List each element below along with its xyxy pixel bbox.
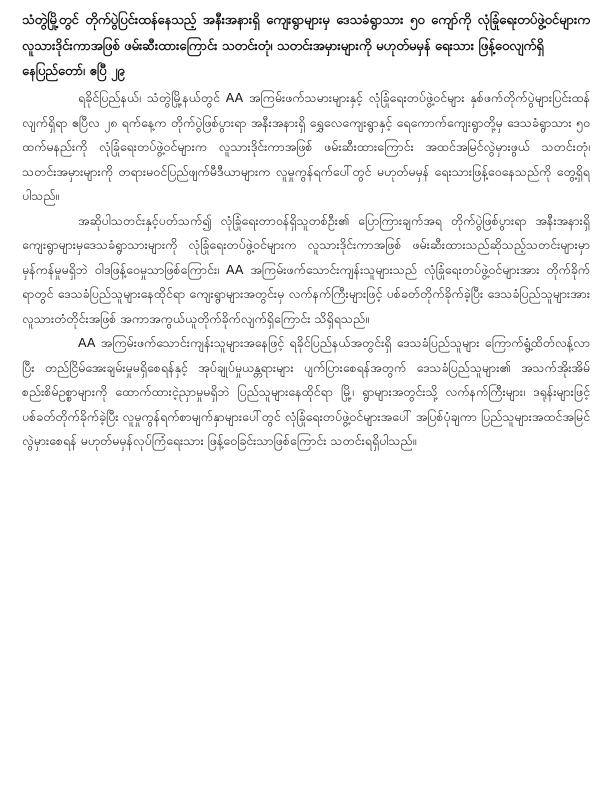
article-paragraph-3: AA အကြမ်းဖက်သောင်းကျန်းသူများအနေဖြင့် ရခိုင်ပြည်နယ်အတွင်းရှိ ဒေသခံပြည်သူများ ကြောက်ရွံ့ထိတ်လန့်လာပြီး တည်ငြိမ်အေးချမ်းမှုမရှိစေရန်နှင့် အုပ်ချုပ်မှုယန္တရားများ ပျက်ပြားစေရန်အတွက် ဒေသခံပြည်သူများ၏ အသက်အိုးအိမ်စည်းစိမ်ဥစ္စာများကို ထောက်ထားငဲ့ညှာမှုမရှိဘဲ ပြည်သူများနေထိုင်ရာ မြို့၊ ရွာများအတွင်းသို့ လက်နက်ကြီးများ၊ ဒရုန်းများဖြင့် ပစ်ခတ်တိုက်ခိုက်ခဲ့ပြီး လူမှုကွန်ရက်စာမျက်နှာများပေါ်တွင် လုံခြုံရေးတပ်ဖွဲ့ဝင်များအပေါ် အပြစ်ပုံချကာ ပြည်သူများအထင်အမြင်လွဲမှားစေရန် မဟုတ်မမှန်လုပ်ကြံရေးသား ဖြန့်ဝေခြင်းသာဖြစ်ကြောင်း သတင်းရရှိပါသည်။	[22, 335, 590, 448]
article-paragraph-1: ရခိုင်ပြည်နယ်၊ သံတွဲမြို့နယ်တွင် AA အကြမ်းဖက်သမားများနှင့် လုံခြုံရေးတပ်ဖွဲ့ဝင်များ နှစ်ဖက်တိုက်ပွဲများပြင်းထန်လျက်ရှိရာ ဧပြီလ ၂၈ ရက်နေ့က တိုက်ပွဲဖြစ်ပွားရာ အနီးအနားရှိ ရွှေလေကျေးရွာနှင့် ရေကောက်ကျေးရွာတို့မှ ဒေသခံရွာသား ၅၀ ထက်မနည်းကို လုံခြုံရေးတပ်ဖွဲ့ဝင်များက လူသားဒိုင်းကာအဖြစ် ဖမ်းဆီးထားကြောင်း အထင်အမြင်လွဲမှားဖွယ် သတင်းတုံ၊ သတင်းအမှားများကို တရားမဝင်ပြည်ဖျက်မီဒီယာများက လူမှုကွန်ရက်ပေါ်တွင် မဟုတ်မမှန် ရေးသားဖြန့်ဝေနေသည်ကို တွေ့ရှိရပါသည်။	[22, 90, 590, 203]
news-article	[22, 8, 590, 788]
article-dateline: နေပြည်တော်၊ ဧပြီ ၂၉	[22, 64, 125, 79]
article-paragraph-2: အဆိုပါသတင်းနှင့်ပတ်သက်၍ လုံခြုံရေးတာဝန်ရှိသူတစ်ဦး၏ ပြောကြားချက်အရ တိုက်ပွဲဖြစ်ပွားရာ အနီးအနားရှိ ကျေးရွာများမှဒေသခံရွာသားများကို လုံခြုံရေးတပ်ဖွဲ့ဝင်များက လူသားဒိုင်းကာအဖြစ် ဖမ်းဆီးထားသည်ဆိုသည့်သတင်းများမှာ မှန်ကန်မှုမရှိဘဲ ဝါဒဖြန့်ဝေမှုသာဖြစ်ကြောင်း၊ AA အကြမ်းဖက်သောင်းကျန်းသူများသည် လုံခြုံရေးတပ်ဖွဲ့ဝင်များအား တိုက်ခိုက်ရာတွင် ဒေသခံပြည်သူများနေထိုင်ရာ ကျေးရွာများအတွင်းမှ လက်နက်ကြီးများဖြင့် ပစ်ခတ်တိုက်ခိုက်ခဲ့ပြီး ဒေသခံပြည်သူများအား လူသားတံတိုင်းအဖြစ် အကာအကွယ်ယူတိုက်ခိုက်လျက်ရှိကြောင်း သိရှိရသည်။	[22, 212, 590, 326]
article-headline: သံတွဲမြို့တွင် တိုက်ပွဲပြင်းထန်နေသည့် အနီးအနားရှိ ကျေးရွာများမှ ဒေသခံရွာသား ၅၀ ကျော်ကို လုံခြုံရေးတပ်ဖွဲ့ဝင်များက လူသားဒိုင်းကာအဖြစ် ဖမ်းဆီးထားကြောင်း သတင်းတုံ၊ သတင်းအမှားများကို မဟုတ်မမှန် ရေးသား ဖြန့်ဝေလျက်ရှိ	[22, 13, 590, 54]
